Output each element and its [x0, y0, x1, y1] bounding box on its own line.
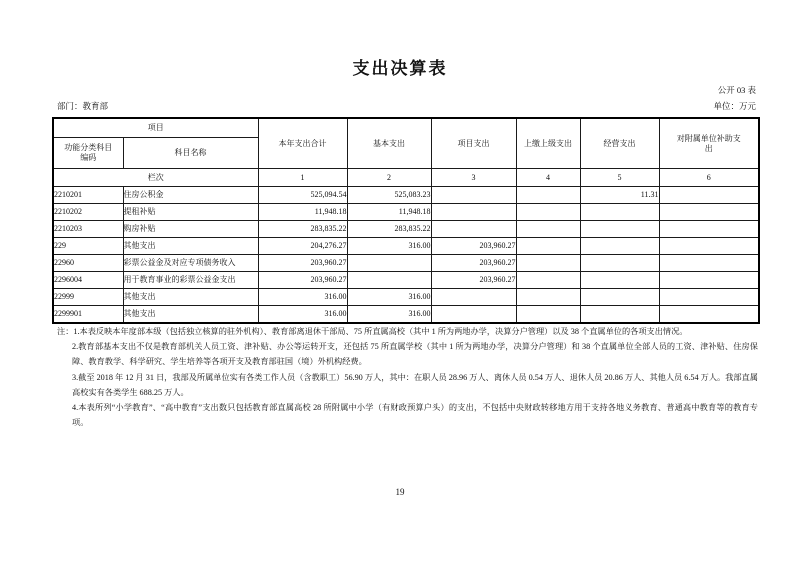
value-cell: [659, 238, 759, 255]
department-label: 部门：教育部: [57, 101, 109, 111]
subject-code-cell: 2299901: [53, 306, 123, 324]
value-cell: 316.00: [347, 238, 431, 255]
rank-number: 2: [347, 169, 431, 187]
subject-name-cell: 提租补贴: [123, 204, 258, 221]
note-item-4: [57, 400, 758, 430]
value-cell: 316.00: [347, 306, 431, 324]
table-row: [53, 272, 759, 289]
value-cell: 11,948.18: [347, 204, 431, 221]
value-cell: 283,835.22: [258, 221, 347, 238]
value-cell: [659, 289, 759, 306]
table-code-label: 公开 03 表: [717, 85, 756, 95]
value-cell: 203,960.27: [431, 255, 516, 272]
value-cell: [431, 221, 516, 238]
value-cell: [347, 255, 431, 272]
subject-code-cell: 2210201: [53, 187, 123, 204]
value-cell: [580, 289, 659, 306]
page-number: 19: [395, 487, 405, 497]
col-header-subject-name: 科目名称: [123, 138, 258, 169]
col-header-basic-expenditure: 基本支出: [347, 118, 431, 169]
table-row: [53, 204, 759, 221]
page-title: 支出决算表: [352, 59, 448, 78]
value-cell: [431, 187, 516, 204]
note-item-1: [57, 324, 758, 339]
value-cell: [580, 221, 659, 238]
value-cell: [516, 306, 580, 324]
value-cell: [516, 255, 580, 272]
value-cell: 11.31: [580, 187, 659, 204]
value-cell: [431, 289, 516, 306]
subject-code-cell: 2210203: [53, 221, 123, 238]
col-header-operating-expenditure: 经营支出: [580, 118, 659, 169]
value-cell: 203,960.27: [258, 272, 347, 289]
subject-name-cell: 彩票公益金及对应专项债务收入: [123, 255, 258, 272]
rank-number: 6: [659, 169, 759, 187]
note-text: 3.截至 2018 年 12 月 31 日，我部及所属单位实有各类工作人员（含教职工）56.90 万人，其中：在职人员 28.96 万人、离休人员 0.54 万人、退休人员 20.86 万人、其他人员 6.54 万人。我部直属高校实有各类学生 688.25 万人。: [72, 372, 758, 397]
expenditure-table: [52, 117, 760, 324]
value-cell: [659, 221, 759, 238]
value-cell: 316.00: [258, 306, 347, 324]
rank-number: 3: [431, 169, 516, 187]
table-row: [53, 238, 759, 255]
value-cell: [659, 255, 759, 272]
value-cell: [431, 204, 516, 221]
subject-code-cell: 22960: [53, 255, 123, 272]
rank-number: 1: [258, 169, 347, 187]
value-cell: [580, 306, 659, 324]
note-text: 1.本表反映本年度部本级（包括独立核算的驻外机构）、教育部离退休干部局、75 所直属高校（其中 1 所为两地办学，决算分户管理）以及 38 个直属单位的各项支出情况。: [73, 327, 688, 336]
subject-code-cell: 2210202: [53, 204, 123, 221]
col-header-project-expenditure: 项目支出: [431, 118, 516, 169]
value-cell: 204,276.27: [258, 238, 347, 255]
col-header-function-code: 功能分类科目编码: [53, 138, 123, 169]
table-row: [53, 289, 759, 306]
rank-number: 4: [516, 169, 580, 187]
value-cell: [659, 187, 759, 204]
rank-label: 栏次: [53, 169, 258, 187]
subject-name-cell: 其他支出: [123, 238, 258, 255]
header-project: 项目: [53, 118, 258, 138]
value-cell: 316.00: [347, 289, 431, 306]
table-row: [53, 255, 759, 272]
value-cell: 203,960.27: [431, 238, 516, 255]
note-item-2: [57, 339, 758, 369]
rank-number: 5: [580, 169, 659, 187]
value-cell: [516, 204, 580, 221]
value-cell: [659, 306, 759, 324]
subject-code-cell: 229: [53, 238, 123, 255]
note-text: 2.教育部基本支出不仅是教育部机关人员工资、津补贴、办公等运转开支，还包括 75 所直属学校（其中 1 所为两地办学，决算分户管理）和 38 个直属单位全部人员的工资、津补贴、住房保障、教育教学、科学研究、学生培养等各项开支及教育部驻国（境）外机构经费。: [72, 342, 758, 367]
value-cell: [580, 272, 659, 289]
value-cell: 525,094.54: [258, 187, 347, 204]
value-cell: [516, 221, 580, 238]
col-header-total-expenditure: 本年支出合计: [258, 118, 347, 169]
value-cell: [580, 255, 659, 272]
subject-name-cell: 购房补贴: [123, 221, 258, 238]
value-cell: 203,960.27: [431, 272, 516, 289]
value-cell: [347, 272, 431, 289]
subject-name-cell: 其他支出: [123, 306, 258, 324]
note-item-3: [57, 370, 758, 400]
notes-label: 注：: [57, 327, 74, 336]
value-cell: [516, 187, 580, 204]
table-row: [53, 306, 759, 324]
value-cell: [659, 272, 759, 289]
value-cell: [516, 289, 580, 306]
unit-label: 单位：万元: [713, 101, 756, 111]
value-cell: 11,948.18: [258, 204, 347, 221]
col-header-upward-remittance: 上缴上级支出: [516, 118, 580, 169]
value-cell: [580, 238, 659, 255]
value-cell: [516, 238, 580, 255]
value-cell: [516, 272, 580, 289]
subject-name-cell: 用于教育事业的彩票公益金支出: [123, 272, 258, 289]
value-cell: [431, 306, 516, 324]
subject-code-cell: 2296004: [53, 272, 123, 289]
notes: [57, 324, 758, 430]
table-row: [53, 221, 759, 238]
subject-name-cell: 其他支出: [123, 289, 258, 306]
table-body: [53, 187, 759, 324]
value-cell: 316.00: [258, 289, 347, 306]
subject-name-cell: 住房公积金: [123, 187, 258, 204]
value-cell: [580, 204, 659, 221]
subject-code-cell: 22999: [53, 289, 123, 306]
value-cell: 525,083.23: [347, 187, 431, 204]
table-row: [53, 187, 759, 204]
value-cell: 283,835.22: [347, 221, 431, 238]
value-cell: [659, 204, 759, 221]
note-text: 4.本表所列“小学教育”、“高中教育”支出数只包括教育部直属高校 28 所附属中小学（有财政预算户头）的支出，不包括中央财政转移地方用于支持各地义务教育、普通高中教育等的教育专项。: [72, 403, 758, 428]
col-header-subsidy-to-affiliates: 对附属单位补助支出: [659, 118, 759, 169]
value-cell: 203,960.27: [258, 255, 347, 272]
